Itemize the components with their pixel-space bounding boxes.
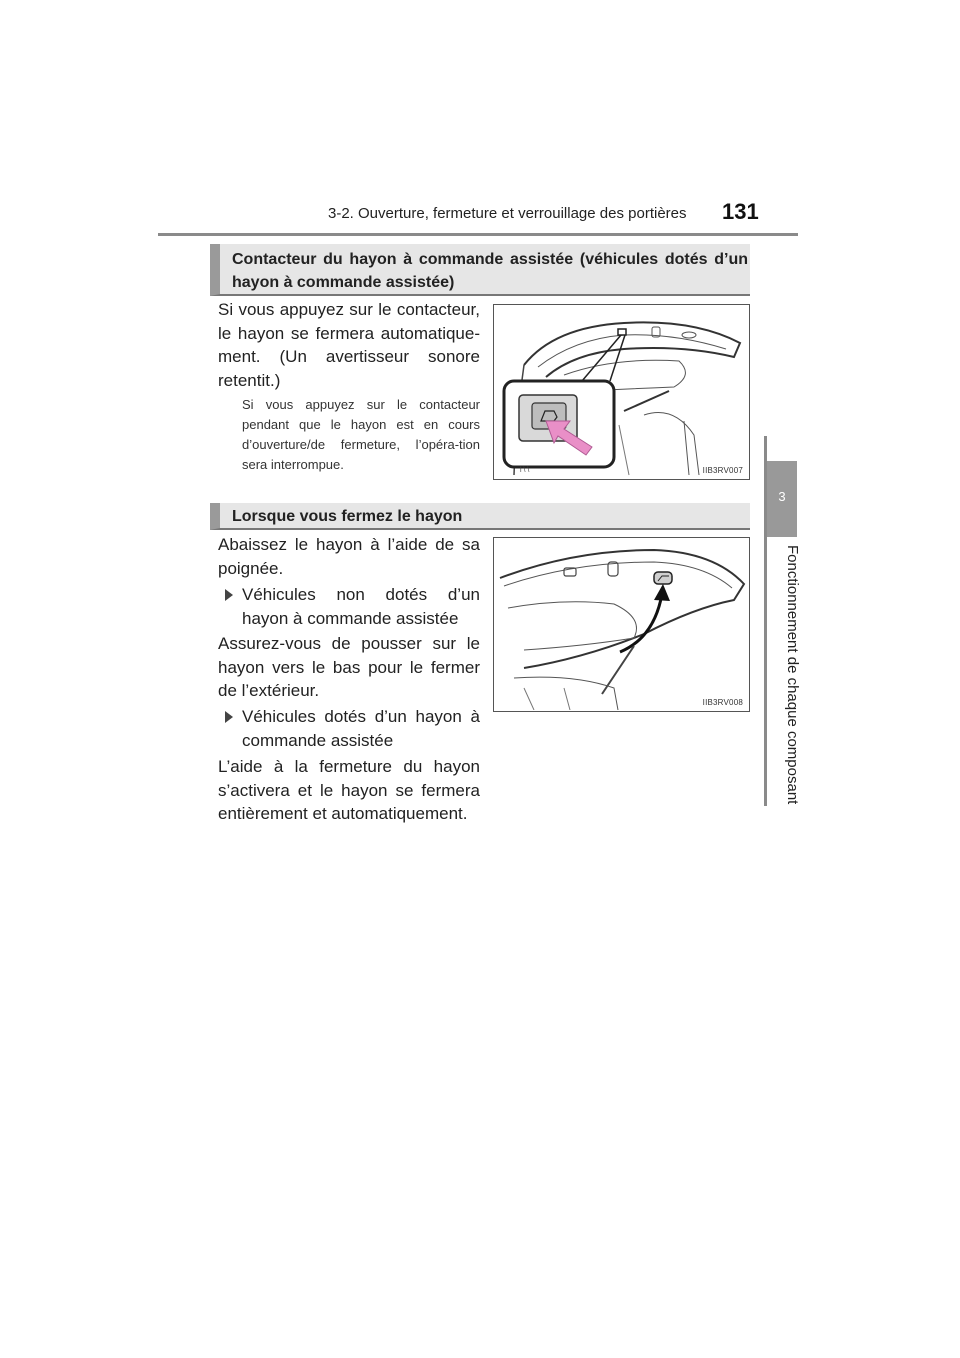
paragraph-lower-door: Abaissez le hayon à l’aide de sa poignée. — [218, 535, 480, 578]
figure-code: IIB3RV008 — [702, 698, 743, 707]
bullet-triangle-icon — [225, 589, 233, 601]
header-rule — [158, 233, 798, 236]
illustration-closing-back-door — [494, 538, 748, 710]
paragraph-auto-close: L’aide à la fermeture du hayon s’activera et le hayon se fermera entièrement et automatiquement. — [218, 757, 480, 823]
figure-code: IIB3RV007 — [702, 466, 743, 475]
svg-text:l \ \: l \ \ — [520, 467, 530, 474]
chapter-label: Fonctionnement de chaque composant — [784, 545, 801, 805]
paragraph-push-down: Assurez-vous de pousser sur le hayon vers le bas pour le fermer de l’extérieur. — [218, 634, 480, 700]
section-heading-text: Contacteur du hayon à commande assistée (véhicules dotés d’un hayon à commande assistée) — [232, 251, 748, 291]
figure-closing-back-door — [493, 537, 750, 712]
chapter-number: 3 — [778, 489, 786, 504]
bullet-triangle-icon — [225, 711, 233, 723]
section-heading-closing — [210, 503, 750, 530]
bullet-label: Véhicules dotés d’un hayon à commande assistée — [242, 707, 480, 750]
illustration-back-door-switch — [494, 305, 748, 478]
section-heading-power-switch — [210, 244, 750, 296]
paragraph-switch-closes: Si vous appuyez sur le contacteur, le hayon se fermera automatique-ment. (Un avertisseur sonore retentit.) — [218, 300, 480, 390]
bullet-label: Véhicules non dotés d’un hayon à commande assistée — [242, 585, 480, 628]
running-header-section: 3-2. Ouverture, fermeture et verrouillage des portières — [328, 205, 687, 222]
section-heading-text: Lorsque vous fermez le hayon — [232, 508, 463, 525]
page-number: 131 — [722, 199, 759, 224]
figure-back-door-switch — [493, 304, 750, 480]
note-operation-interrupted: Si vous appuyez sur le contacteur pendant que le hayon est en cours d’ouverture/de fermeture, l’opéra-tion sera interrompue. — [242, 397, 480, 472]
